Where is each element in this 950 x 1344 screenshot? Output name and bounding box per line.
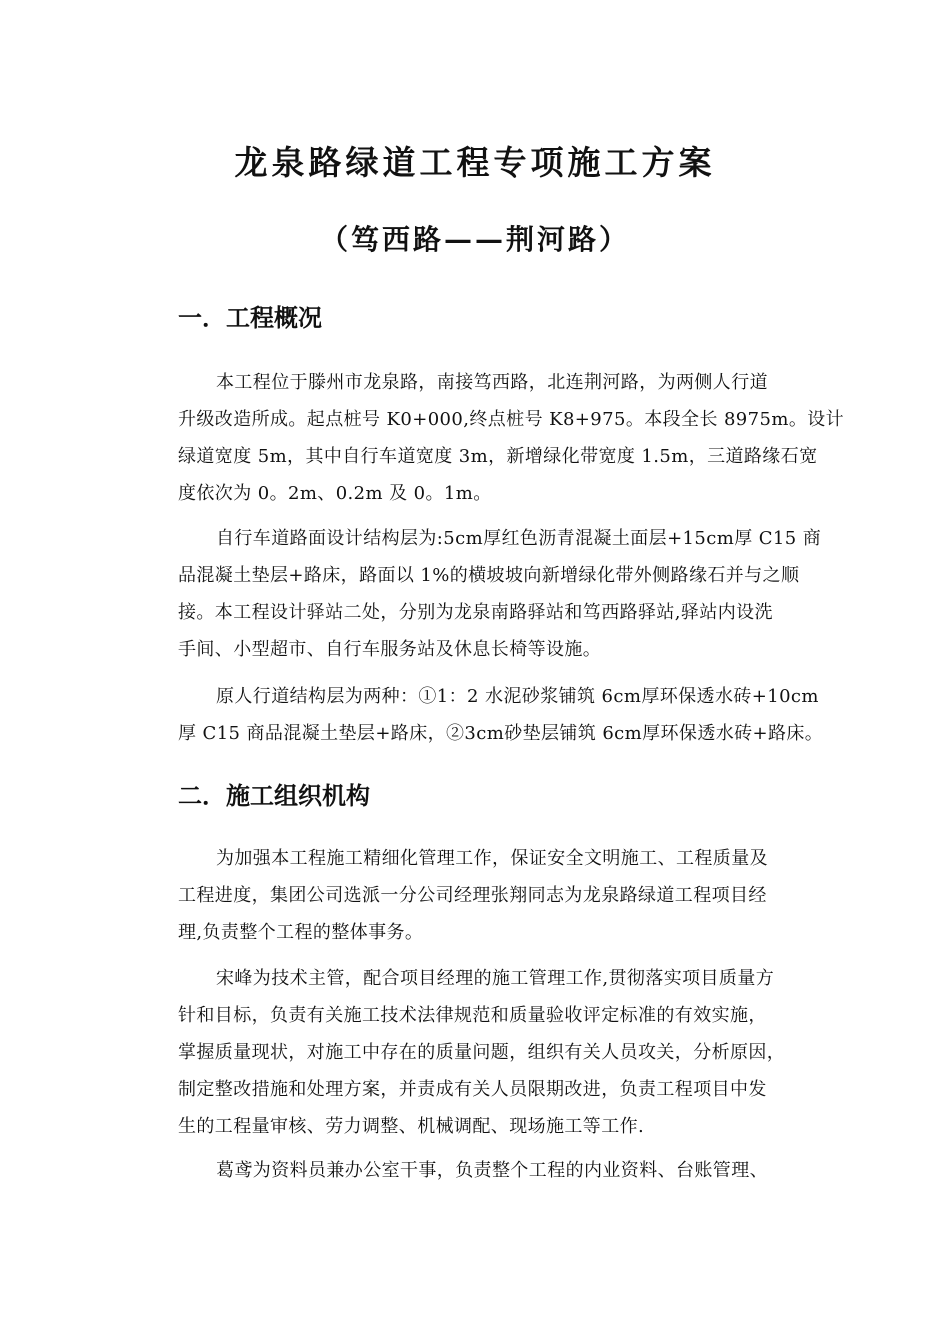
paragraph-line: 工程进度，集团公司选派一分公司经理张翔同志为龙泉路绿道工程项目经	[178, 885, 767, 906]
section-heading-overview: 一．工程概况	[178, 304, 322, 332]
paragraph	[178, 364, 845, 512]
paragraph	[178, 678, 824, 752]
paragraph-line: 掌握质量现状，对施工中存在的质量问题，组织有关人员攻关，分析原因，	[178, 1042, 786, 1063]
paragraph-line: 原人行道结构层为两种：①1：2 水泥砂浆铺筑 6cm厚环保透水砖+10cm	[216, 686, 819, 707]
paragraph-line: 本工程位于滕州市龙泉路，南接笃西路，北连荆河路，为两侧人行道	[216, 372, 768, 393]
paragraph-line: 度依次为 0。2m、0.2m 及 0。1m。	[178, 483, 492, 504]
paragraph-line: 接。本工程设计驿站二处，分别为龙泉南路驿站和笃西路驿站,驿站内设洗	[178, 602, 773, 623]
paragraph-line: 为加强本工程施工精细化管理工作，保证安全文明施工、工程质量及	[216, 848, 768, 869]
paragraph-line: 宋峰为技术主管，配合项目经理的施工管理工作,贯彻落实项目质量方	[216, 968, 775, 989]
paragraph	[178, 840, 808, 951]
paragraph-line: 针和目标，负责有关施工技术法律规范和质量验收评定标准的有效实施，	[178, 1005, 767, 1026]
paragraph-line: 葛鸢为资料员兼办公室干事，负责整个工程的内业资料、台账管理、	[216, 1160, 768, 1181]
paragraph-line: 升级改造所成。起点桩号 K0+000,终点桩号 K8+975。本段全长 8975m。设计	[178, 409, 845, 430]
paragraph-line: 厚 C15 商品混凝土垫层+路床，②3cm砂垫层铺筑 6cm厚环保透水砖+路床。	[178, 723, 824, 744]
paragraph-line: 制定整改措施和处理方案，并责成有关人员限期改进，负责工程项目中发	[178, 1079, 767, 1100]
paragraph-line: 绿道宽度 5m，其中自行车道宽度 3m，新增绿化带宽度 1.5m，三道路缘石宽	[178, 446, 818, 467]
paragraph-line: 品混凝土垫层+路床，路面以 1%的横坡坡向新增绿化带外侧路缘石并与之顺	[178, 565, 800, 586]
document-title: 龙泉路绿道工程专项施工方案	[234, 143, 716, 182]
paragraph-line: 理,负责整个工程的整体事务。	[178, 922, 424, 943]
paragraph	[178, 960, 808, 1145]
paragraph	[178, 520, 822, 668]
paragraph-line: 手间、小型超市、自行车服务站及休息长椅等设施。	[178, 639, 602, 660]
paragraph-line: 自行车道路面设计结构层为:5cm厚红色沥青混凝土面层+15cm厚 C15 商	[216, 528, 822, 549]
document-subtitle: （笃西路——荆河路）	[319, 223, 630, 256]
paragraph	[178, 1152, 808, 1189]
section-heading-organization: 二．施工组织机构	[178, 782, 370, 810]
paragraph-line: 生的工程量审核、劳力调整、机械调配、现场施工等工作.	[178, 1116, 645, 1137]
